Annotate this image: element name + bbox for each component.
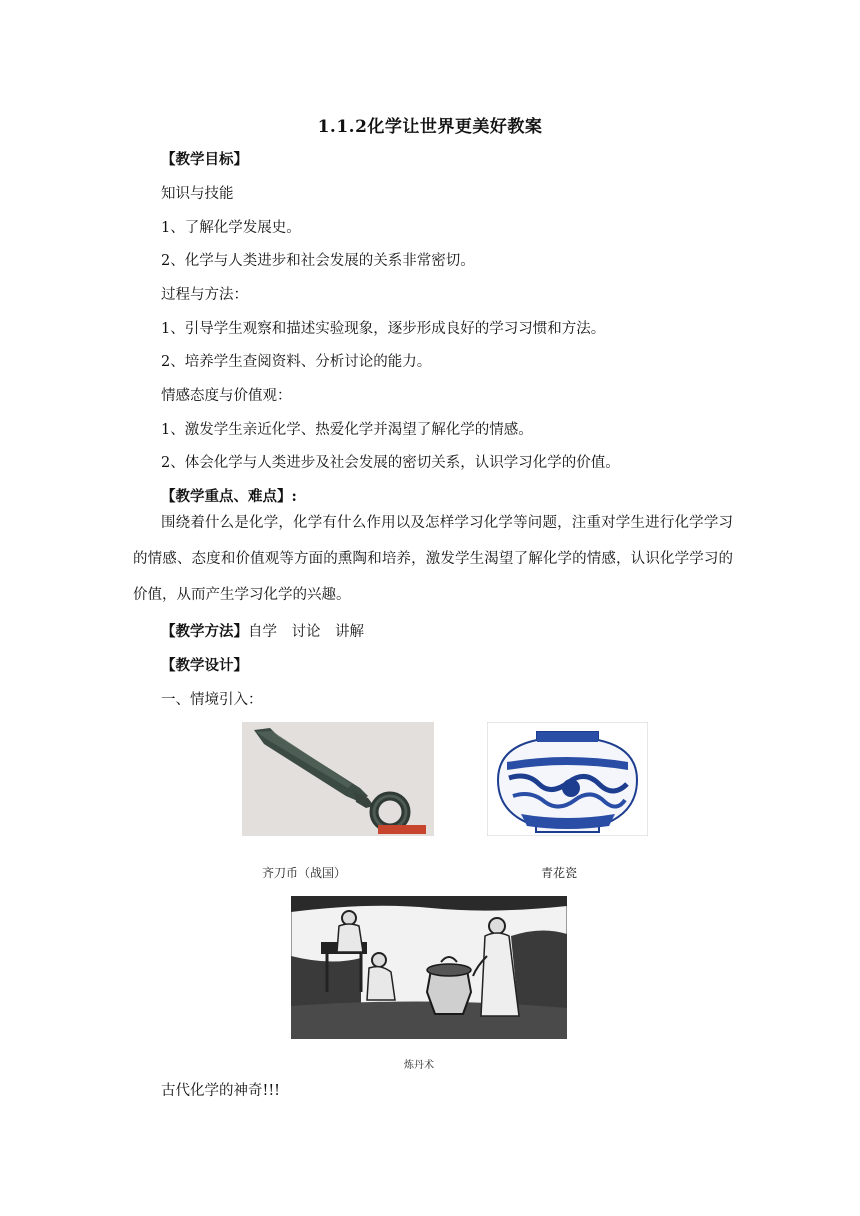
method-heading: 【教学方法】 <box>161 623 248 640</box>
porcelain-image <box>487 722 648 836</box>
knife-coin-caption: 齐刀币（战国） <box>262 866 347 880</box>
closing-text: 古代化学的神奇!!! <box>161 1083 280 1099</box>
keypoints-heading: 【教学重点、难点】: <box>161 488 297 505</box>
emotion-item-1: 1、激发学生亲近化学、热爱化学并渴望了解化学的情感。 <box>161 422 533 438</box>
design-heading: 【教学设计】 <box>161 657 248 674</box>
intro-heading: 一、情境引入： <box>161 692 263 708</box>
knowledge-item-1: 1、了解化学发展史。 <box>161 220 301 236</box>
emotion-item-2: 2、体会化学与人类进步及社会发展的密切关系，认识学习化学的价值。 <box>161 455 620 471</box>
knowledge-item-2: 2、化学与人类进步和社会发展的关系非常密切。 <box>161 253 475 269</box>
emotion-heading: 情感态度与价值观： <box>161 388 292 404</box>
alchemy-caption: 炼丹术 <box>404 1060 434 1071</box>
page-title: 1.1.2化学让世界更美好教案 <box>317 117 543 137</box>
porcelain-caption: 青花瓷 <box>541 866 578 880</box>
method-text: 自学 讨论 讲解 <box>248 624 364 640</box>
knife-coin-image <box>242 722 434 836</box>
process-heading: 过程与方法： <box>161 287 248 303</box>
keypoints-paragraph: 围绕着什么是化学，化学有什么作用以及怎样学习化学等问题，注重对学生进行化学学习的情感、态度和价值观等方面的熏陶和培养，激发学生渴望了解化学的情感，认识化学学习的价值，从而产生学习化学的兴趣。 <box>133 515 733 603</box>
method-line <box>161 620 364 641</box>
alchemy-image <box>291 896 567 1039</box>
objectives-heading: 【教学目标】 <box>161 151 248 168</box>
process-item-2: 2、培养学生查阅资料、分析讨论的能力。 <box>161 354 432 370</box>
process-item-1: 1、引导学生观察和描述实验现象，逐步形成良好的学习习惯和方法。 <box>161 321 606 337</box>
knowledge-heading: 知识与技能 <box>161 186 234 202</box>
